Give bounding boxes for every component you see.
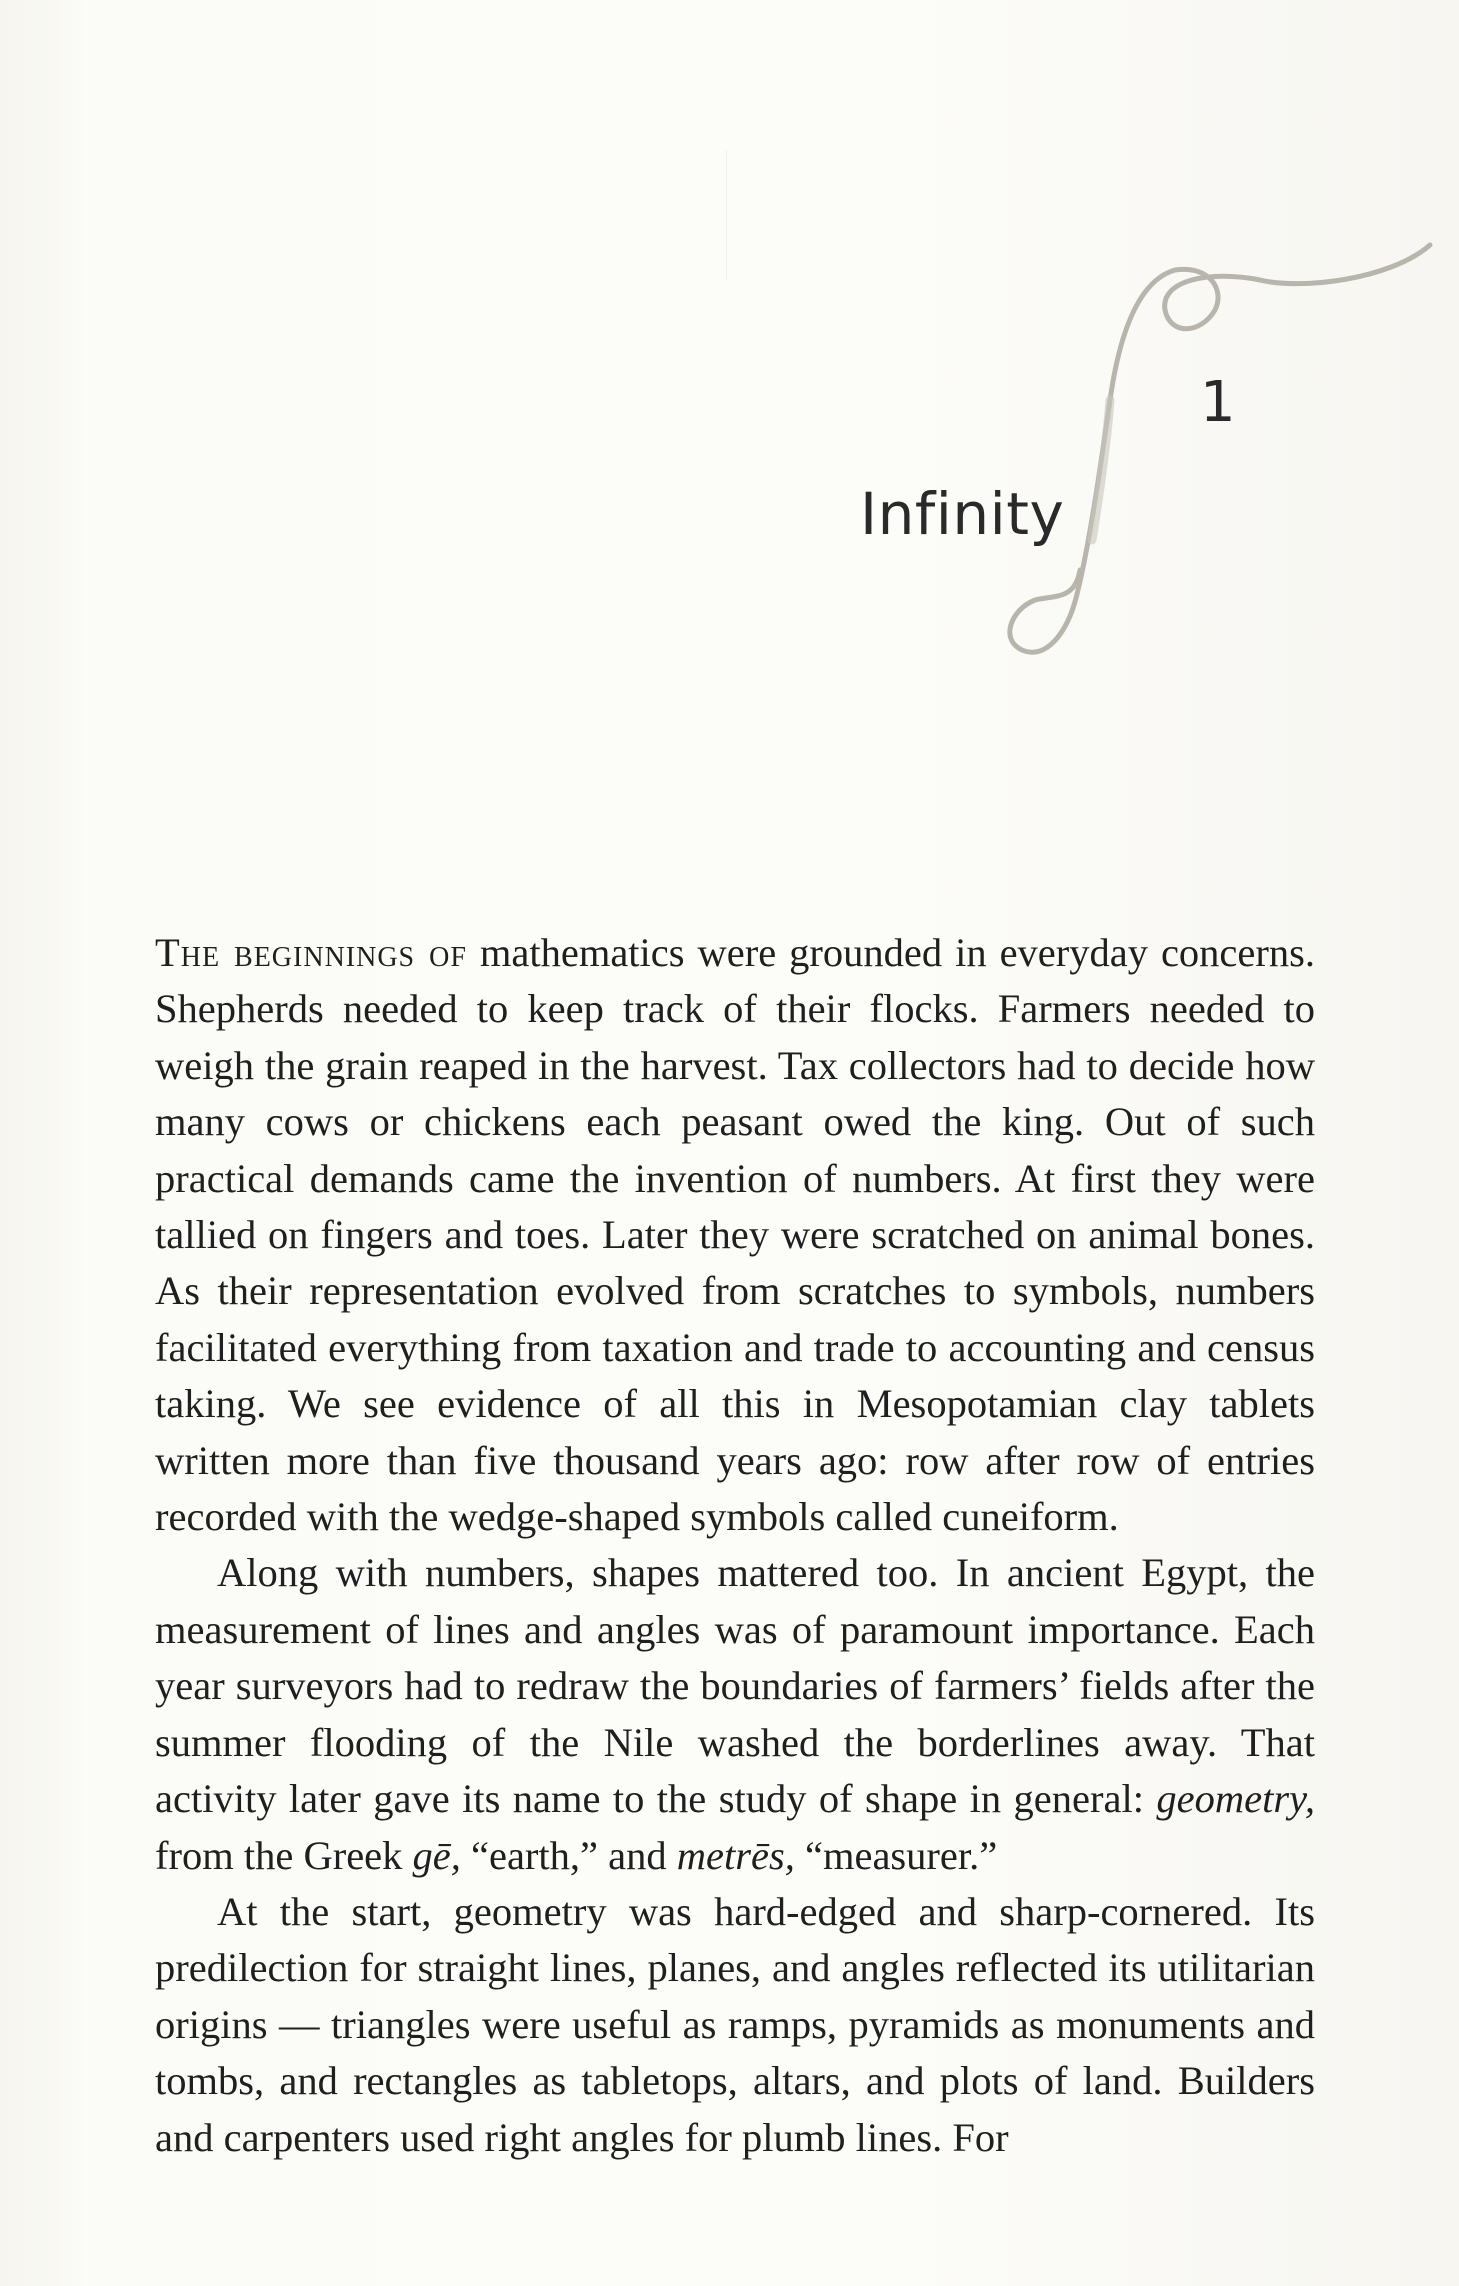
chapter-body [155, 925, 1315, 2166]
paragraph-text: “earth,” and [460, 1832, 677, 1878]
greek-word: gē, [412, 1832, 461, 1878]
paragraph-text: from the Greek [155, 1832, 413, 1878]
paragraph-text: mathematics were grounded in everyday concerns. Shepherds needed to keep track of their flocks. Farmers needed to weigh the grain reaped in the harvest. Tax collectors had to decide how many cows or chickens each peasant owed the king. Out of such practical demands came the invention of numbers. At first they were tallied on fingers and toes. Later they were scratched on animal bones. As their representation evolved from scratches to symbols, numbers facilitated everything from taxation and trade to accounting and census taking. We see evidence of all this in Mesopotamian clay tablets written more than five thousand years ago: row after row of entries recorded with the wedge-shaped symbols called cuneiform. [155, 930, 1315, 1540]
chapter-number: 1 [1200, 370, 1236, 435]
paragraph-text: At the start, geometry was hard-edged and sharp-cornered. Its predilection for straight lines, planes, and angles reflected its utilitarian origins — triangles were useful as ramps, pyramids as monuments and tombs, and rectangles as tabletops, altars, and plots of land. Builders and carpenters used right angles for plumb lines. For [155, 1888, 1315, 2160]
greek-word: metrēs, [676, 1832, 795, 1878]
scan-mark [726, 150, 727, 280]
integral-sign-icon [960, 240, 1440, 680]
paragraph-text: “measurer.” [794, 1832, 998, 1878]
paragraph-lead: The beginnings of [155, 930, 467, 975]
italic-term: geometry, [1156, 1776, 1315, 1822]
paragraph-2 [155, 1545, 1315, 1883]
paragraph-text: Along with numbers, shapes mattered too. In ancient Egypt, the measurement of lines and angles was of paramount importance. Each year surveyors had to redraw the boundaries of farmers’ fields after the summer flooding of the Nile washed the borderlines away. That activity later gave its name to the study of shape in general: [155, 1550, 1315, 1822]
paragraph-3 [155, 1884, 1315, 2166]
paragraph-1 [155, 925, 1315, 1545]
chapter-title: Infinity [860, 480, 1065, 548]
